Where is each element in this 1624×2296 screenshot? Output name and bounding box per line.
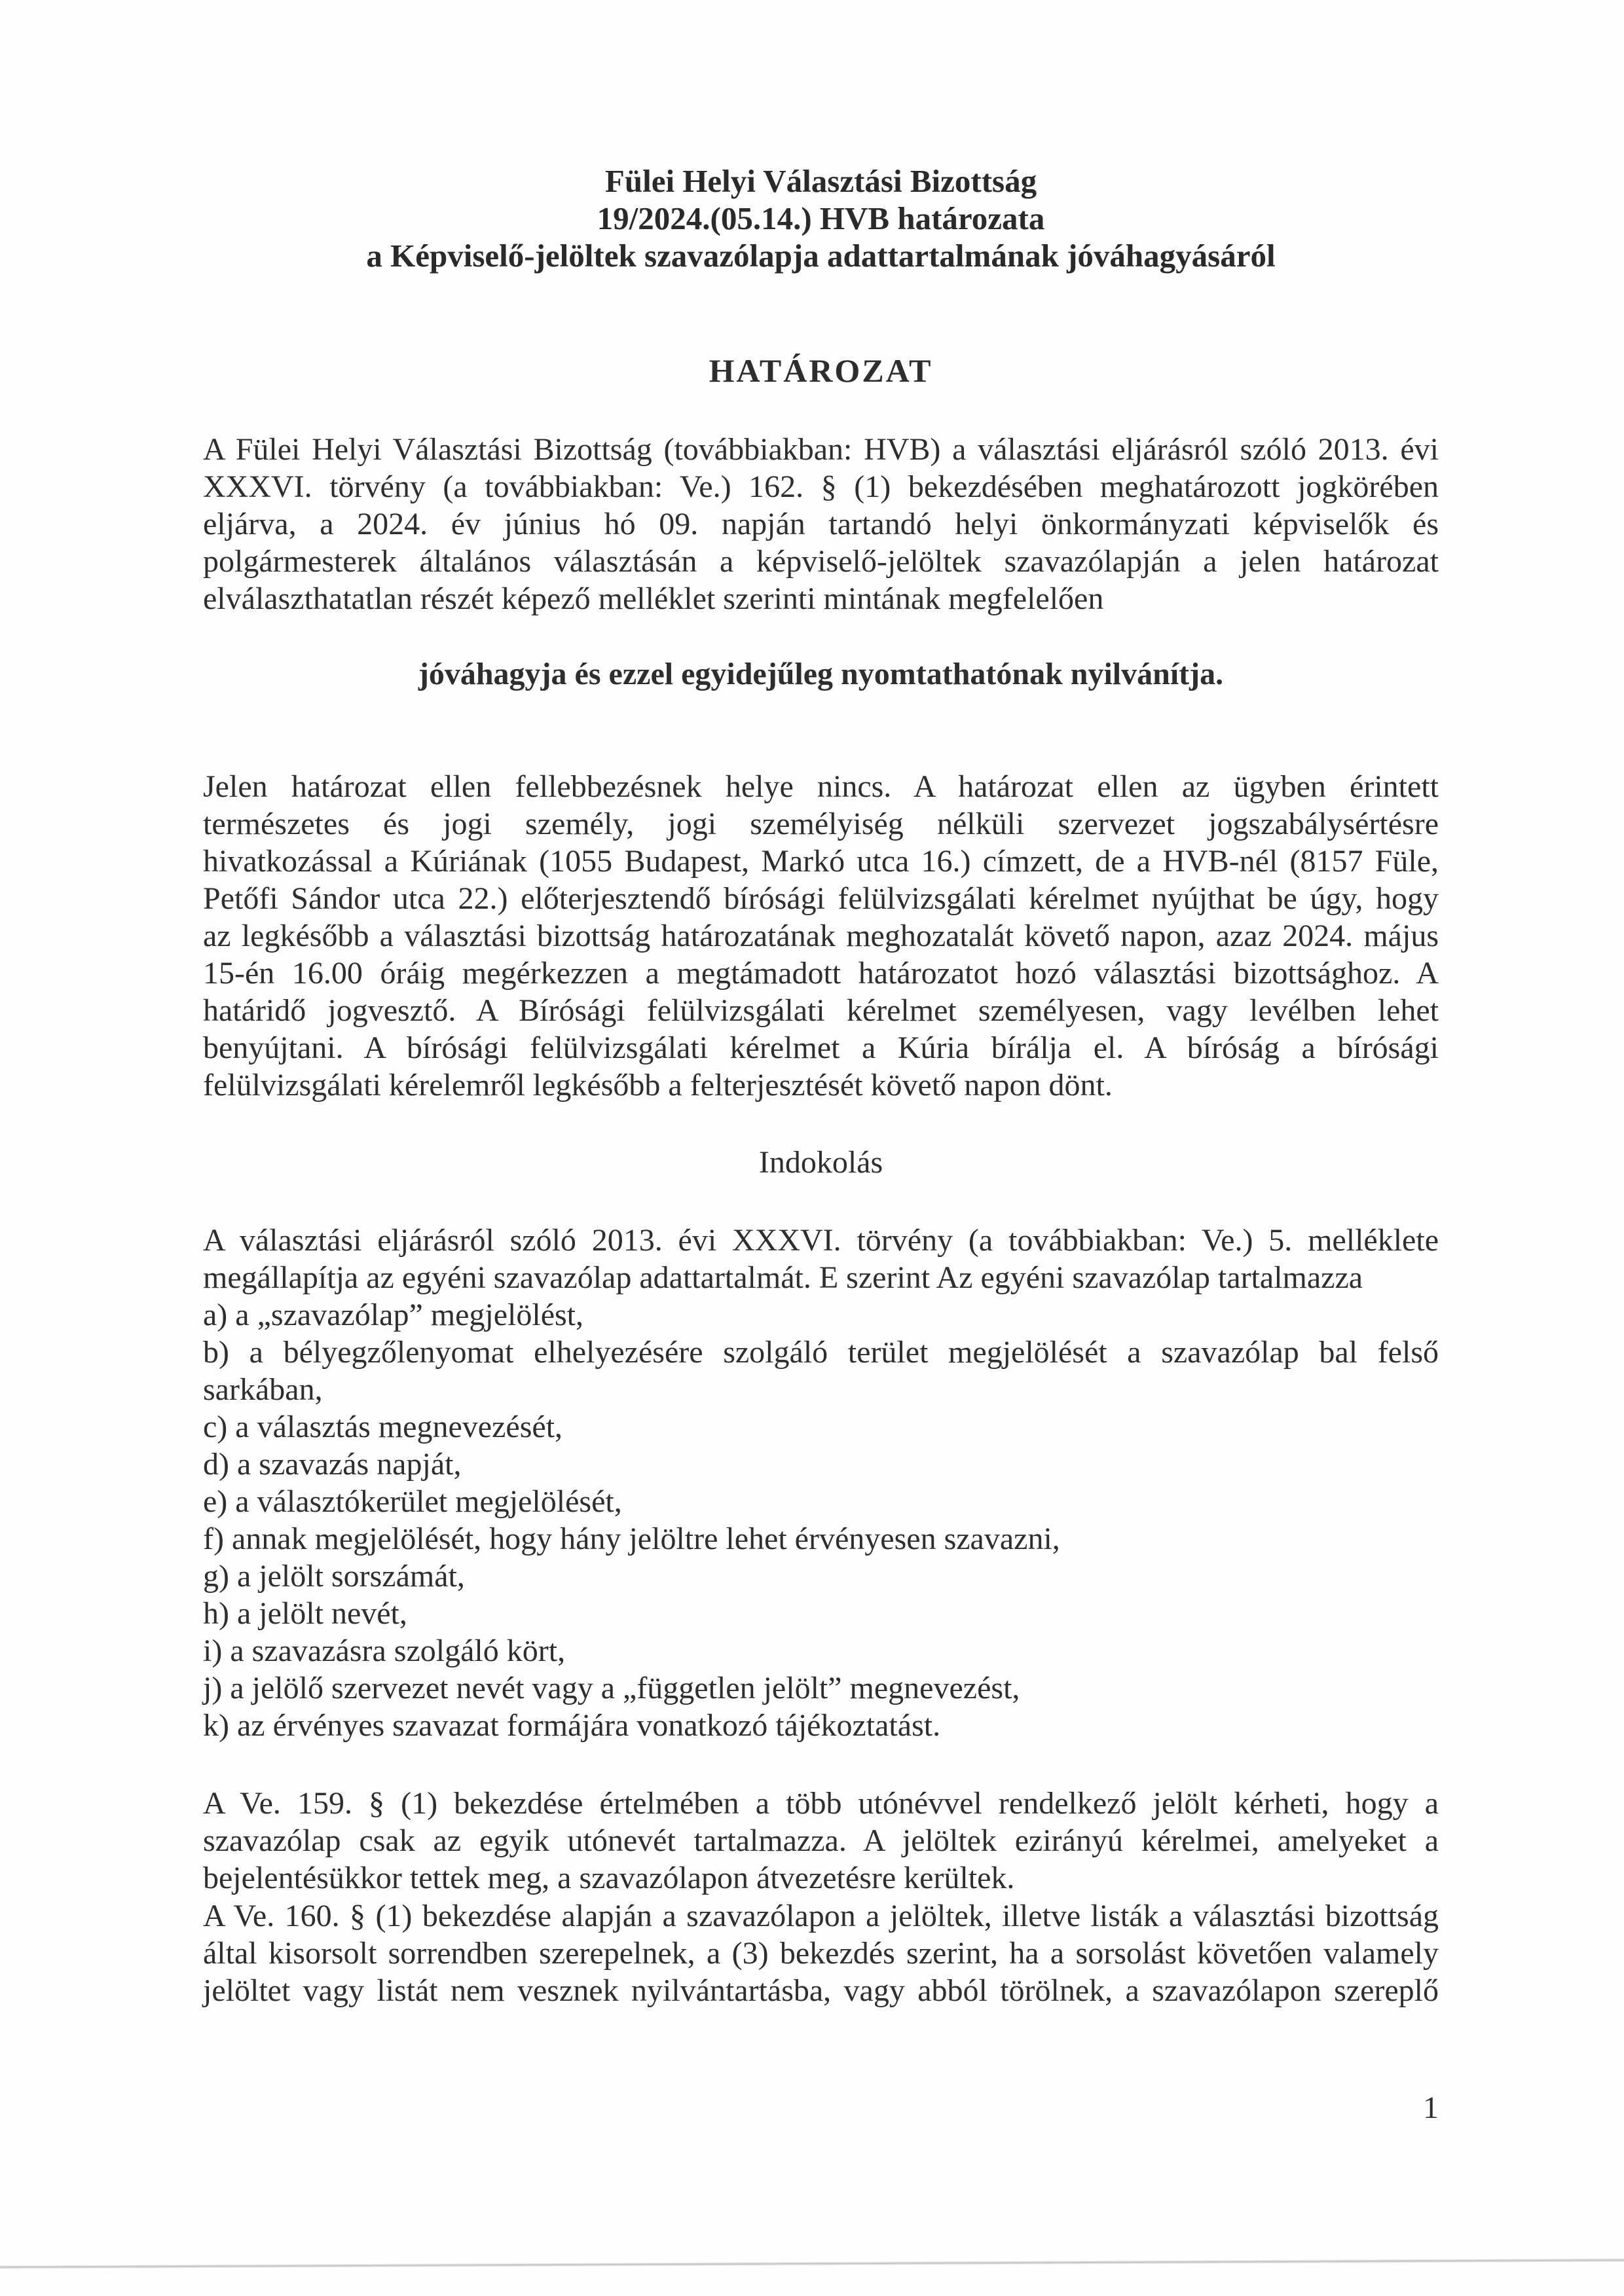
list-item: i) a szavazásra szolgáló kört, <box>203 1633 566 1668</box>
text-line: felülvizsgálati kérelemről legkésőbb a felterjesztését követő napon dönt. <box>203 1068 1113 1102</box>
text-line: XXXVI. törvény (a továbbiakban: Ve.) 162. § (1) bekezdésében meghatározott jogkörében <box>203 469 1439 504</box>
text-line: Jelen határozat ellen fellebbezésnek helye nincs. A határozat ellen az ügyben érintett <box>203 769 1439 804</box>
list-item: k) az érvényes szavazat formájára vonatkozó tájékoztatást. <box>203 1708 941 1743</box>
list-item: c) a választás megnevezését, <box>203 1410 563 1444</box>
title-resolution-number: 19/2024.(05.14.) HVB határozata <box>597 200 1045 236</box>
legal-remedy-paragraph <box>203 768 1439 1104</box>
text-line: elválaszthatatlan részét képező melléklet szerinti mintának megfelelően <box>203 581 1104 616</box>
decision-heading: HATÁROZAT <box>709 352 933 389</box>
text-line: természetes és jogi személy, jogi személyiség nélküli szervezet jogszabálysértésre <box>203 807 1439 841</box>
text-line: által kisorsolt sorrendben szerepelnek, a (3) bekezdés szerint, ha a sorsolást követően valamely <box>203 1936 1439 1971</box>
text-line: 15-én 16.00 óráig megérkezzen a megtámadott határozatot hozó választási bizottsághoz. A <box>203 956 1439 991</box>
decision-intro-paragraph <box>203 431 1439 617</box>
list-item: d) a szavazás napját, <box>203 1447 462 1482</box>
text-line: jelöltet vagy listát nem vesznek nyilvántartásba, vagy abból törölnek, a szavazólapon szereplő <box>203 1973 1439 2008</box>
text-line: polgármesterek általános választásán a képviselő-jelöltek szavazólapján a jelen határozat <box>203 544 1439 579</box>
reasoning-paragraph-1 <box>203 1222 1439 1744</box>
text-line: határidő jogvesztő. A Bírósági felülvizsgálati kérelmet személyesen, vagy levélben lehet <box>203 993 1439 1028</box>
title-resolution-subject: a Képviselő-jelöltek szavazólapja adattartalmának jóváhagyásáról <box>366 238 1276 274</box>
text-line: benyújtani. A bírósági felülvizsgálati kérelmet a Kúria bírálja el. A bíróság a bírósági <box>203 1030 1439 1065</box>
text-line: A választási eljárásról szóló 2013. évi XXXVI. törvény (a továbbiakban: Ve.) 5. melléklete <box>203 1223 1439 1258</box>
document-title <box>203 162 1439 274</box>
list-item: a) a „szavazólap” megjelölést, <box>203 1298 584 1332</box>
list-item: e) a választókerület megjelölését, <box>203 1484 622 1519</box>
reasoning-paragraph-3 <box>203 1897 1439 2009</box>
text-line: A Ve. 160. § (1) bekezdése alapján a szavazólapon a jelöltek, illetve listák a választási bizottság <box>203 1899 1439 1933</box>
list-item-continuation: sarkában, <box>203 1372 323 1407</box>
scan-edge-line <box>0 2258 1624 2269</box>
reasoning-heading: Indokolás <box>758 1145 883 1180</box>
operative-statement: jóváhagyja és ezzel egyidejűleg nyomtathatónak nyilvánítja. <box>418 657 1224 691</box>
ballot-content-list <box>203 1296 1439 1744</box>
text-line: A Fülei Helyi Választási Bizottság (továbbiakban: HVB) a választási eljárásról szóló 2013. évi <box>203 432 1439 467</box>
text-line: hivatkozással a Kúriának (1055 Budapest, Markó utca 16.) címzett, de a HVB-nél (8157 Füle, <box>203 844 1439 879</box>
reasoning-paragraph-2 <box>203 1785 1439 1897</box>
list-item: j) a jelölő szervezet nevét vagy a „független jelölt” megnevezést, <box>203 1671 1020 1705</box>
text-line: az legkésőbb a választási bizottság határozatának meghozatalát követő napon, azaz 2024. május <box>203 919 1439 953</box>
text-line: bejelentésükkor tettek meg, a szavazólapon átvezetésre kerültek. <box>203 1861 1015 1895</box>
list-item: f) annak megjelölését, hogy hány jelöltre lehet érvényesen szavazni, <box>203 1522 1060 1556</box>
text-line: eljárva, a 2024. év június hó 09. napján tartandó helyi önkormányzati képviselők és <box>203 507 1439 541</box>
page-number: 1 <box>1423 2090 1439 2125</box>
text-line: Petőfi Sándor utca 22.) előterjesztendő bírósági felülvizsgálati kérelmet nyújthat be úgy, hogy <box>203 881 1439 916</box>
text-line: A Ve. 159. § (1) bekezdése értelmében a több utónévvel rendelkező jelölt kérheti, hogy a <box>203 1786 1439 1821</box>
text-line: megállapítja az egyéni szavazólap adattartalmát. E szerint Az egyéni szavazólap tartalmazza <box>203 1260 1363 1295</box>
text-line: szavazólap csak az egyik utónevét tartalmazza. A jelöltek ezirányú kérelmei, amelyeket a <box>203 1823 1439 1858</box>
list-item: b) a bélyegzőlenyomat elhelyezésére szolgáló terület megjelölését a szavazólap bal felső <box>203 1335 1439 1370</box>
list-item: g) a jelölt sorszámát, <box>203 1559 465 1594</box>
title-committee-name: Fülei Helyi Választási Bizottság <box>604 163 1037 199</box>
list-item: h) a jelölt nevét, <box>203 1596 407 1631</box>
